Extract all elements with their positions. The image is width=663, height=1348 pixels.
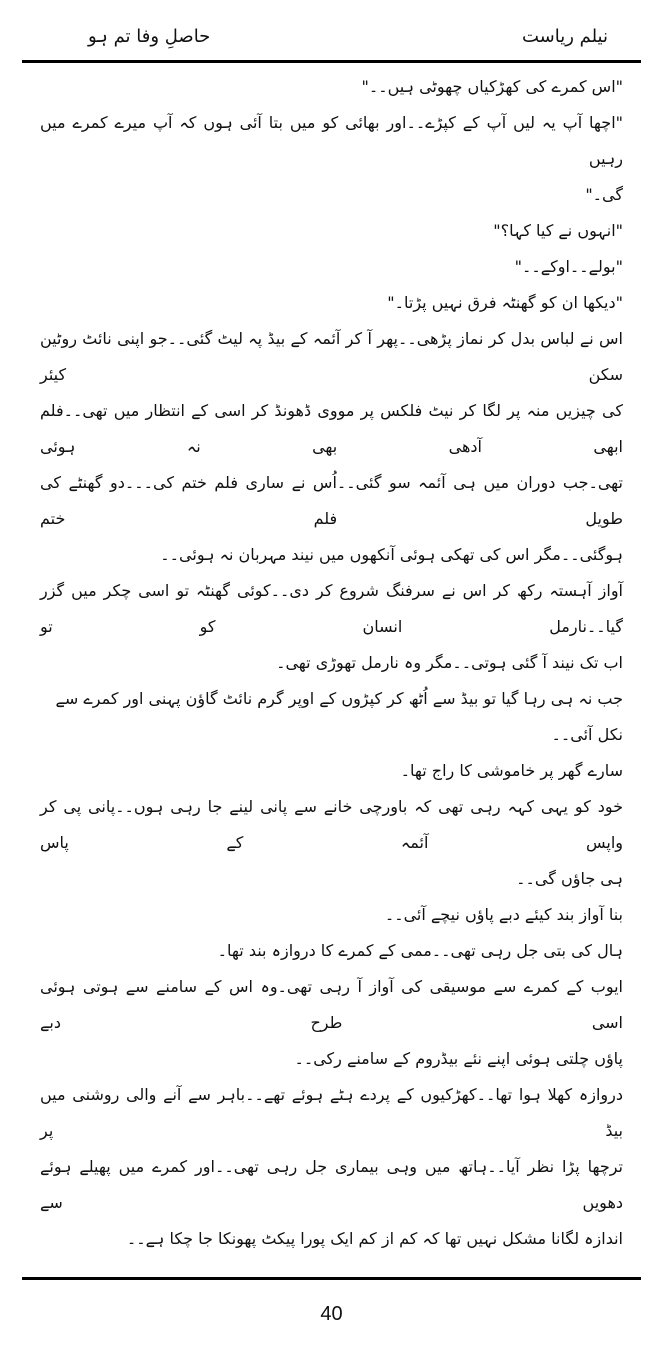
text-line: دروازہ کھلا ہوا تھا۔۔کھڑکیوں کے پردے ہٹے ہوئے تھے۔۔باہر سے آنے والی روشنی میں بیڈ پر [40,1085,623,1140]
body-text [40,69,623,1257]
text-line: گی۔" [585,185,623,204]
text-line: اس نے لباس بدل کر نماز پڑھی۔۔پھر آ کر آئمہ کے بیڈ پہ لیٹ گئی۔۔جو اپنی نائٹ روٹین سکن کیئر [40,329,623,384]
text-line: آواز آہستہ رکھ کر اس نے سرفنگ شروع کر دی۔۔کوئی گھنٹہ تو اسی چکر میں گزر گیا۔۔نارمل انسان کو تو [40,581,623,636]
text-line: سارے گھر پر خاموشی کا راج تھا۔ [400,761,623,780]
text-line: خود کو یہی کہہ رہی تھی کہ باورچی خانے سے پانی لینے جا رہی ہوں۔۔پانی پی کر واپس آئمہ کے پاس [40,797,623,852]
text-line: "دیکھا ان کو گھنٹہ فرق نہیں پڑتا۔" [387,293,623,312]
text-line: بنا آواز بند کیئے دبے پاؤں نیچے آئی۔۔ [384,905,623,924]
text-line: "اچھا آپ یہ لیں آپ کے کپڑے۔۔اور بھائی کو میں بتا آئی ہوں کہ آپ میرے کمرے میں رہیں [40,113,623,168]
text-line: ترچھا پڑا نظر آیا۔۔ہاتھ میں وہی بیماری جل رہی تھی۔۔اور کمرے میں پھیلے ہوئے دھویں سے [40,1157,623,1212]
page-header [40,22,623,52]
page-number: 40 [320,1303,343,1325]
text-line: جب نہ ہی رہا گیا تو بیڈ سے اُٹھ کر کپڑوں کے اوپر گرم نائٹ گاؤن پہنی اور کمرے سے نکل آئی۔۔ [55,689,623,744]
text-line: ہال کی بتی جل رہی تھی۔۔ممی کے کمرے کا دروازہ بند تھا۔ [217,941,623,960]
text-line: ہوگئی۔۔مگر اس کی تھکی ہوئی آنکھوں میں نیند مہربان نہ ہوئی۔۔ [160,545,623,564]
author-name: نیلم ریاست [521,26,608,47]
text-line: "اس کمرے کی کھڑکیاں چھوٹی ہیں۔۔" [361,77,623,96]
header-rule [22,60,641,63]
footer-rule [22,1277,641,1280]
text-line: اب تک نیند آ گئی ہوتی۔۔مگر وہ نارمل تھوڑی تھی۔ [276,653,623,672]
text-line: کی چیزیں منہ پر لگا کر نیٹ فلکس پر مووی ڈھونڈ کر اسی کے انتظار میں تھی۔۔فلم ابھی آدھی بھی نہ ہوئی [40,401,623,456]
text-line: ایوب کے کمرے سے موسیقی کی آواز آ رہی تھی۔وہ اس کے سامنے سے ہوتی ہوئی اسی طرح دبے [40,977,623,1032]
book-title: حاصلِ وفا تم ہو [88,26,211,47]
text-line: اندازہ لگانا مشکل نہیں تھا کہ کم از کم ایک پورا پیکٹ پھونکا جا چکا ہے۔۔ [126,1229,623,1248]
text-line: تھی۔جب دوران میں ہی آئمہ سو گئی۔۔اُس نے ساری فلم ختم کی۔۔۔دو گھنٹے کی طویل فلم ختم [40,473,623,528]
text-line: "بولے۔۔اوکے۔۔" [514,257,623,276]
text-line: پاؤں چلتی ہوئی اپنے نئے بیڈروم کے سامنے رکی۔۔ [294,1049,623,1068]
text-line: ہی جاؤں گی۔۔ [516,869,623,888]
text-line: "انہوں نے کیا کہا؟" [493,221,623,240]
